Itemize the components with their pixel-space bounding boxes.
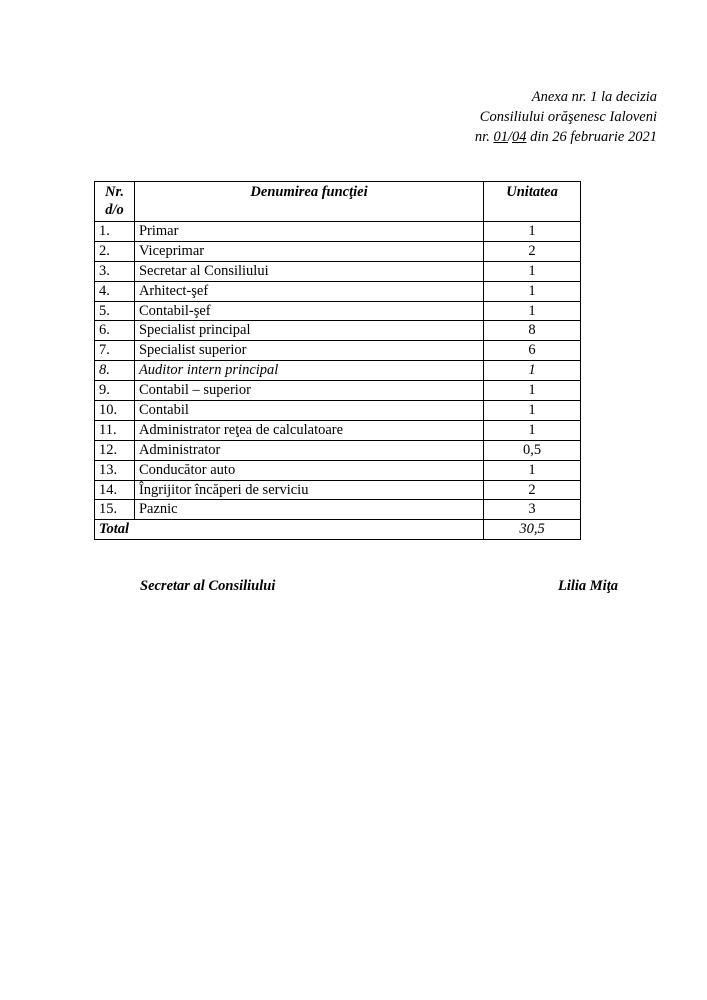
table-row <box>95 341 581 361</box>
row-number: 9. <box>95 381 135 401</box>
header-unit: Unitatea <box>484 182 581 222</box>
table-header-row <box>95 182 581 222</box>
row-number: 14. <box>95 480 135 500</box>
decision-number-part1: 01 <box>493 129 508 145</box>
row-function-name: Primar <box>134 222 483 242</box>
decision-date: din 26 februarie 2021 <box>526 129 657 145</box>
table-row <box>95 401 581 421</box>
row-unit: 1 <box>484 460 581 480</box>
row-unit: 8 <box>484 321 581 341</box>
row-number: 1. <box>95 222 135 242</box>
annex-title: Anexa nr. 1 la decizia <box>531 89 657 105</box>
annex-decision-ref <box>475 127 657 147</box>
row-number: 7. <box>95 341 135 361</box>
decision-separator: / <box>507 129 512 145</box>
row-function-name: Conducător auto <box>134 460 483 480</box>
row-unit: 1 <box>484 301 581 321</box>
row-unit: 1 <box>484 420 581 440</box>
header-nr: Nr. d/o <box>95 182 135 222</box>
row-function-name: Contabil – superior <box>134 381 483 401</box>
table-row <box>95 222 581 242</box>
decision-prefix: nr. <box>474 129 494 145</box>
row-function-name: Administrator <box>134 440 483 460</box>
row-number: 10. <box>95 401 135 421</box>
table-row <box>95 480 581 500</box>
row-unit: 6 <box>484 341 581 361</box>
table-row <box>95 241 581 261</box>
row-unit: 1 <box>484 361 581 381</box>
table-row <box>95 301 581 321</box>
row-number: 2. <box>95 241 135 261</box>
row-unit: 2 <box>484 480 581 500</box>
total-value: 30,5 <box>484 520 581 540</box>
table-row <box>95 440 581 460</box>
row-number: 4. <box>95 281 135 301</box>
row-unit: 0,5 <box>484 440 581 460</box>
row-number: 6. <box>95 321 135 341</box>
row-number: 13. <box>95 460 135 480</box>
row-unit: 1 <box>484 401 581 421</box>
row-function-name: Contabil-şef <box>134 301 483 321</box>
header-function-name: Denumirea funcţiei <box>134 182 483 222</box>
table-row <box>95 420 581 440</box>
decision-number-part2: 04 <box>512 129 527 145</box>
table-row <box>95 460 581 480</box>
row-unit: 3 <box>484 500 581 520</box>
row-unit: 1 <box>484 261 581 281</box>
row-number: 8. <box>95 361 135 381</box>
table-row <box>95 500 581 520</box>
table-row <box>95 321 581 341</box>
row-unit: 1 <box>484 381 581 401</box>
row-unit: 1 <box>484 281 581 301</box>
row-function-name: Specialist superior <box>134 341 483 361</box>
row-function-name: Contabil <box>134 401 483 421</box>
table-row <box>95 281 581 301</box>
row-unit: 2 <box>484 241 581 261</box>
row-function-name: Îngrijitor încăperi de serviciu <box>134 480 483 500</box>
total-row <box>95 520 581 540</box>
functions-table <box>94 181 581 540</box>
row-number: 15. <box>95 500 135 520</box>
table-row <box>95 361 581 381</box>
signatory-position: Secretar al Consiliului <box>140 578 276 594</box>
table-body <box>95 222 581 520</box>
table-row <box>95 261 581 281</box>
row-function-name: Secretar al Consiliului <box>134 261 483 281</box>
row-number: 11. <box>95 420 135 440</box>
row-function-name: Administrator reţea de calculatoare <box>134 420 483 440</box>
signatory-name: Lilia Miţa <box>557 578 618 594</box>
row-unit: 1 <box>484 222 581 242</box>
total-label: Total <box>95 520 484 540</box>
row-function-name: Specialist principal <box>134 321 483 341</box>
row-number: 5. <box>95 301 135 321</box>
annex-header <box>475 87 657 147</box>
row-function-name: Arhitect-şef <box>134 281 483 301</box>
row-function-name: Viceprimar <box>134 241 483 261</box>
row-number: 12. <box>95 440 135 460</box>
row-number: 3. <box>95 261 135 281</box>
table-row <box>95 381 581 401</box>
row-function-name: Paznic <box>134 500 483 520</box>
annex-council: Consiliului orăşenesc Ialoveni <box>479 109 657 125</box>
row-function-name: Auditor intern principal <box>134 361 483 381</box>
